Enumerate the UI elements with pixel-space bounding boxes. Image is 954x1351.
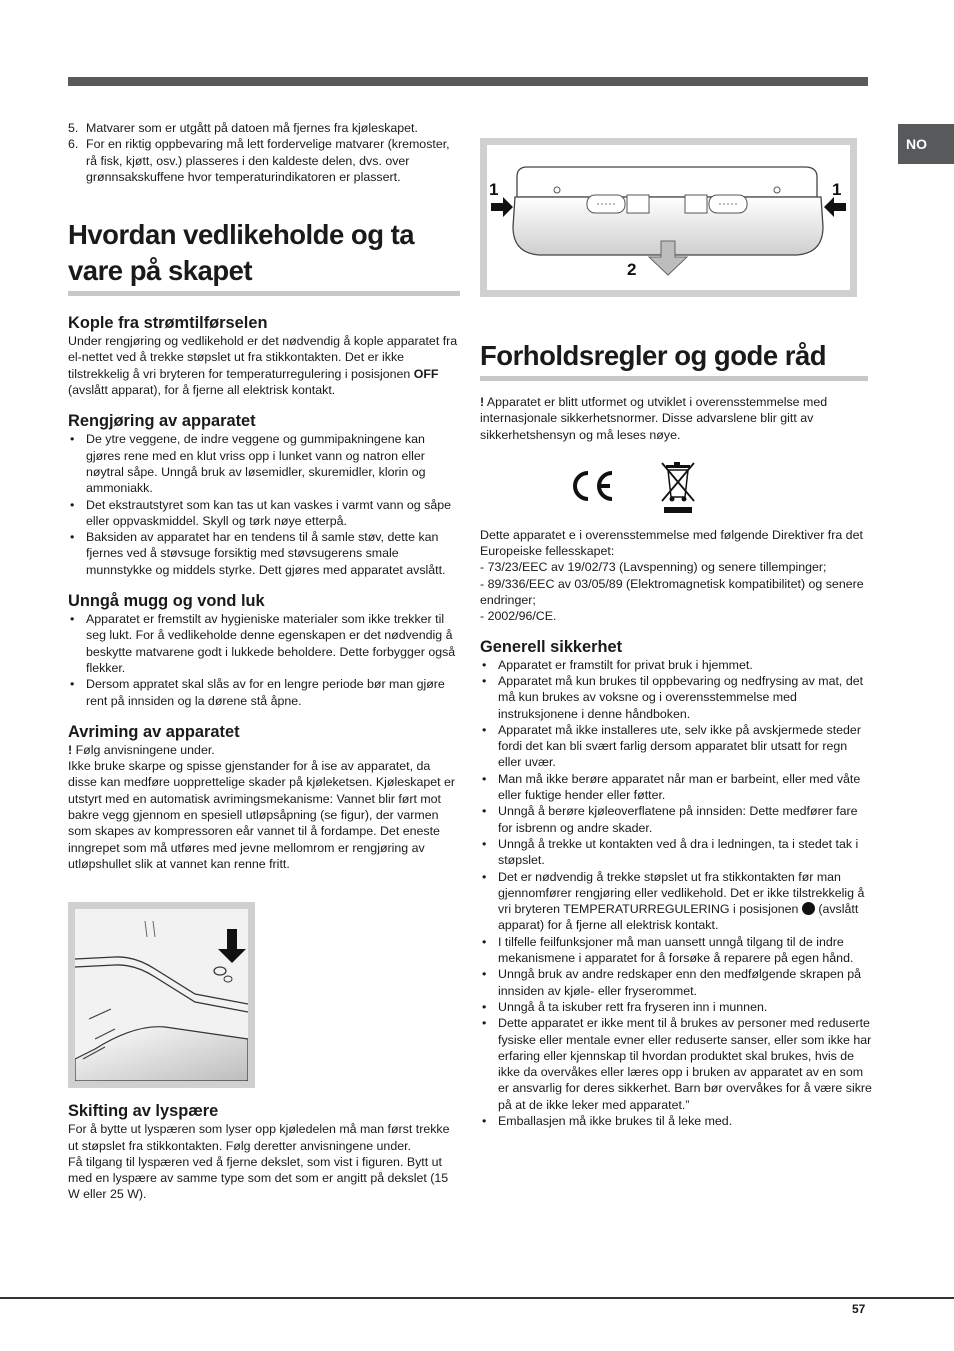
note-text: Følg anvisningene under. <box>72 742 215 757</box>
intro-list <box>68 120 460 185</box>
section-mould <box>68 591 460 709</box>
list-item <box>68 120 460 136</box>
section-heading: Kople fra strømtilførselen <box>68 314 268 333</box>
section-defrost <box>68 722 460 872</box>
precautions-title: Forholdsregler og gode råd <box>480 338 868 381</box>
section-text <box>68 333 460 398</box>
language-tab: NO <box>898 124 954 164</box>
cleaning-list <box>68 431 460 578</box>
directive-line: - 89/336/EEC av 03/05/89 (Elektromagnetisk kompatibilitet) og senere endringer; <box>480 576 864 608</box>
item-text: Det er nødvendig å trekke støpslet ut fra stikkontakten før man gjennomfører rengjøring eller vedlikehold. Det er ikke tilstrekkelig å vri bryteren TEMPERATURREGULERING i posisjonen <box>498 869 865 917</box>
compliance-marks <box>480 457 872 519</box>
bulb-text-1: For å bytte ut lyspæren som lyser opp kjøledelen må man først trekke ut støpslet fra stikkontakten. Følg deretter anvisningene under. <box>68 1122 450 1153</box>
page-number: 57 <box>852 1302 866 1316</box>
list-item: • Unngå bruk av andre redskaper enn den medfølgende skrapen på innsiden av kjøle- eller fryserommet. <box>480 966 872 999</box>
bulb-text-2: Få tilgang til lyspæren ved å fjerne dekslet, som vist i figuren. Bytt ut med en lyspære av samme type som det som er angitt på dekslet (15 W eller 25 W). <box>68 1154 449 1202</box>
footer-rule <box>0 1297 954 1299</box>
list-item: • Emballasjen må ikke brukes til å leke med. <box>480 1113 872 1129</box>
item-text: (avslått apparat) for å fjerne all elektrisk kontakt. <box>498 902 859 933</box>
section-bulb <box>68 1101 460 1202</box>
list-item: • Apparatet må kun brukes til oppbevaring og nedfrysing av mat, det må kun brukes av voksne og i overensstemmelse med instruksjonene i denne håndboken. <box>480 673 872 722</box>
section-general-safety <box>480 637 872 1130</box>
defrost-note <box>68 742 460 758</box>
section-heading: Rengjøring av apparatet <box>68 412 256 431</box>
warning-text: Apparatet er blitt utformet og utviklet i overensstemmelse med internasjonale sikkerhetsnormer. Disse advarslene blir gitt av sikkerhetshensyn og må leses nøye. <box>480 395 828 442</box>
item-number: 5. <box>68 121 79 135</box>
item-text: Matvarer som er utgått på datoen må fjernes fra kjøleskapet. <box>86 121 418 135</box>
right-column <box>480 394 872 1129</box>
defrost-figure <box>68 902 255 1088</box>
ce-mark-and-weee-icon <box>566 457 706 519</box>
figure-frame <box>487 145 850 290</box>
label-1-right: 1 <box>832 180 842 199</box>
list-item: • Apparatet må ikke installeres ute, selv ikke på avskjermede steder fordi det kan bli svært farlig dersom apparatet blir utsatt for regn eller uvær. <box>480 722 872 771</box>
safety-list <box>480 657 872 1130</box>
left-column <box>68 120 460 1203</box>
label-2: 2 <box>627 260 637 279</box>
list-item: • Det ekstrautstyret som kan tas ut kan vaskes i varmt vann og såpe eller oppvaskmiddel. Skyll og tørk nøye etterpå. <box>68 497 460 530</box>
off-dot-icon <box>802 902 815 915</box>
list-item: • Man må ikke berøre apparatet når man er barbeint, eller med våte eller fuktige hender eller føtter. <box>480 771 872 804</box>
section-disconnect <box>68 313 460 398</box>
maintenance-title: Hvordan vedlikeholde og ta vare på skapet <box>68 217 460 296</box>
text-part: (avslått apparat), for å fjerne all elektrisk kontakt. <box>68 383 336 398</box>
list-item: • Baksiden av apparatet har en tendens til å samle støv, dette kan fjernes ved å støvsuge forsiktig med støvsugerens smale munnstykke og middels styrke. Dett gjøres med apparatet avslått. <box>68 529 460 578</box>
list-item: • Dersom appratet skal slås av for en lengre periode bør man gjøre rent på innsiden og la dørene stå åpne. <box>68 676 460 709</box>
list-item: • Apparatet er fremstilt av hygieniske materialer som ikke trekker til seg lukt. For å vedlikeholde denne egenskapen er det nødvendig å beskytte matvarene godt i lukkede beholdere. Dette forbygger også flekker. <box>68 611 460 676</box>
section-cleaning <box>68 411 460 578</box>
mould-list <box>68 611 460 709</box>
label-1-left: 1 <box>489 180 499 199</box>
list-item: • I tilfelle feilfunksjoner må man uansett unngå tilgang til de indre mekanismene i apparatet for å forsøke å reparere på egen hånd. <box>480 934 872 967</box>
text-part: Under rengjøring og vedlikehold er det nødvendig å kople apparatet fra el-nettet ved å trekke støpslet ut fra stikkontakten. Det er ikke tilstrekkelig å vri bryteren for temperaturregulering i posisjonen <box>68 334 458 381</box>
warning-mark: ! <box>480 395 485 409</box>
section-heading: Skifting av lyspære <box>68 1102 219 1121</box>
precautions-warning <box>480 394 872 443</box>
section-heading: Unngå mugg og vond luk <box>68 592 265 611</box>
list-item <box>480 869 872 934</box>
list-item: • Apparatet er framstilt for privat bruk i hjemmet. <box>480 657 872 673</box>
light-cover-illustration <box>487 145 850 290</box>
list-item: • Unngå å trekke ut kontakten ved å dra i ledningen, ta i stedet tak i støpslet. <box>480 836 872 869</box>
header-bar <box>68 77 868 86</box>
directive-line: Dette apparatet e i overensstemmelse med følgende Direktiver fra det Europeiske fellesskapet: <box>480 527 863 559</box>
section-heading: Generell sikkerhet <box>480 637 623 656</box>
item-text: For en riktig oppbevaring må lett fordervelige matvarer (kremoster, rå fisk, kjøtt, osv.) plasseres i den kaldeste delen, dvs. over grønnsakskuffene hvor temperaturindikatoren er plassert. <box>86 137 450 184</box>
list-item: • De ytre veggene, de indre veggene og gummipakningene kan gjøres rene med en klut vriss opp i lunket vann og natron eller nøytral såpe. Unngå bruk av løsemidler, skuremidler, klorin og ammoniakk. <box>68 431 460 496</box>
precautions-title-block <box>480 338 868 381</box>
off-label: OFF <box>413 366 439 381</box>
list-item <box>68 136 460 185</box>
list-item: • Unngå å berøre kjøleoverflatene på innsiden: Dette medfører fare for isbrenn og andre skader. <box>480 803 872 836</box>
section-heading: Avriming av apparatet <box>68 722 240 741</box>
figure-frame <box>75 909 248 1081</box>
directive-line: - 2002/96/CE. <box>480 609 557 624</box>
light-cover-figure <box>480 138 857 297</box>
defrost-text: Ikke bruke skarpe og spisse gjenstander for å ise av apparatet, da disse kan medføre uopprettelige skader på kjøleketsen. Kjøleskapet er utstyrt med en automatisk avrimingsmekanisme: Vannet blir ført mot bakre vegg gjennom en spesiell utløpsåpning (se figur), der varmen som skapes av kompressoren eår vannet til å fordampe. Det eneste inngrepet som må utføres med jevne mellomrom er rengjøring av utløpshullet slik at vannet kan renne fritt. <box>68 759 456 871</box>
warning-mark: ! <box>68 742 73 757</box>
item-number: 6. <box>68 137 79 152</box>
list-item: • Dette apparatet er ikke ment til å brukes av personer med reduserte fysiske eller mentale evner eller reduserte sanser, eller som ikke har erfaring eller kjennskap til hvordan produktet skal brukes, hvis de ikke da overvåkes eller læres opp i bruken av apparatet av en som er ansvarlig for deres sikkerhet. Barn bør overvåkes for å være sikre på at de ikke leker med apparatet.” <box>480 1015 872 1113</box>
directive-line: - 73/23/EEC av 19/02/73 (Lavspenning) og senere tillempinger; <box>480 560 827 575</box>
defrost-illustration <box>75 909 248 1081</box>
list-item: • Unngå å ta iskuber rett fra fryseren inn i munnen. <box>480 999 872 1015</box>
